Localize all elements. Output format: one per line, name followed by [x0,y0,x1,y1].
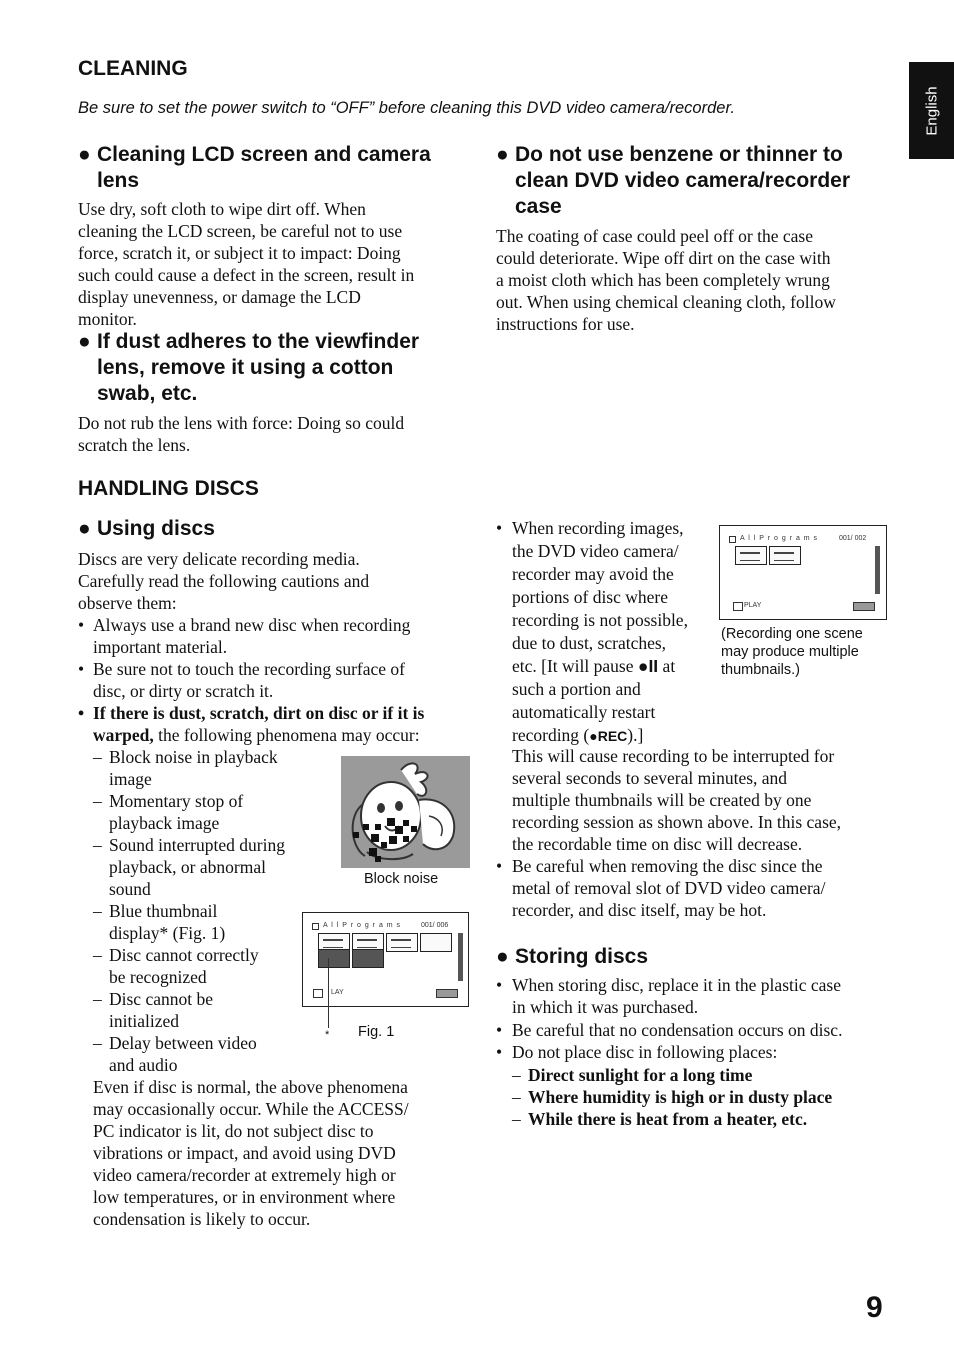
thumbnail [769,546,801,565]
ram-icon [853,602,875,611]
benzene-text: The coating of case could peel off or the case could deteriorate. Wipe off dirt on the case with a moist cloth which has been completely wrung out. When using chemical cleaning cloth, follow instructions for use. [496,226,836,334]
disc-icon [312,923,319,930]
recording-bullet-continued: This will cause recording to be interrupted for several seconds to several minutes, and multiple thumbnails will be created by one recording session as shown above. In this case, the recordable time on disc will decrease. • Be careful when removing the disc since the metal of removal slot of DVD video camera/ recorder, and disc itself, may be hot. [496,746,842,920]
benzene-heading: ● Do not use benzene or thinner to clean DVD video camera/recorder case [496,143,850,218]
ram-icon [436,989,458,998]
fig1-screen: A l l P r o g r a m s 001/ 006 LAY [302,912,469,1007]
bullet: • [78,615,85,635]
block-noise-image [341,756,470,868]
recording-bullet: • When recording images, the DVD video camera/ recorder may avoid the portions of disc where recording is not possible, due to dust, scratches, etc. [It will pause ●II at such a portion and automatically restart recording (●REC).] [496,518,688,745]
using-discs-heading: ● Using discs [78,517,215,540]
multiple-thumbnails-screen: A l l P r o g r a m s 001/ 002 PLAY [719,525,887,620]
language-tab [909,62,954,159]
viewfinder-text: Do not rub the lens with force: Doing so could scratch the lens. [78,413,405,455]
language-label: English [923,85,940,136]
disc-icon [729,536,736,543]
handling-title: HANDLING DISCS [78,477,259,500]
storing-discs-heading: ● Storing discs [496,945,649,968]
rec-icon: ●REC [589,728,628,744]
viewfinder-heading: ● If dust adheres to the viewfinder lens, remove it using a cotton swab, etc. [78,330,420,405]
block-noise-caption: Block noise [364,871,439,887]
fig1-asterisk: * [325,1029,330,1041]
cleaning-warning: Be sure to set the power switch to “OFF” before cleaning this DVD video camera/recorder. [78,99,735,117]
play-icon [313,989,323,998]
lcd-text: Use dry, soft cloth to wipe dirt off. When cleaning the LCD screen, be careful not to use force, scratch it, or subject it to impact: Doing such could cause a defect in the screen, result in display unevenness, or damage the LCD monitor. [78,199,415,329]
using-discs-body: Discs are very delicate recording media. Carefully read the following cautions and observe them: • Always use a brand new disc when recording important material. • Be sure not to touch the recording surface of disc, or dirty or scratch it. • If there is dust, scratch, dirt on disc or if it is warped, the following phenomena may occur: – Block noise in playback image – Momentary stop of playback image – Sound interrupted during playback, or abnormal sound – Blue thumbnail display* (Fig. 1) – Disc cannot correctly be recognized – Disc cannot be initialized – Delay between video and audio Even if disc is normal, the above phenomena may occasionally occur. While the ACCESS/ PC indicator is lit, do not subject disc to vibrations or impact, and avoid using DVD video camera/recorder at extremely high or low temperatures, or in environment where condensation is likely to occur. [78,549,425,1229]
thumbnail [386,933,418,952]
scrollbar [458,933,463,981]
blue-thumbnail [318,949,350,968]
cleaning-title: CLEANING [78,57,188,80]
thumbnail [735,546,767,565]
pause-icon: ●II [637,656,659,676]
blue-thumbnail [352,949,384,968]
scrollbar [875,546,880,594]
lcd-heading: ● Cleaning LCD screen and camera lens [78,143,431,192]
fig1-caption: Fig. 1 [358,1024,395,1040]
bullet: • [78,703,85,723]
bullet: • [78,659,85,679]
storing-discs-body: • When storing disc, replace it in the plastic case in which it was purchased. • Be careful that no condensation occurs on disc. • Do not place disc in following places: – Direct sunlight for a long time – Where humidity is high or in dusty place – While there is heat from a heater, etc. [496,975,843,1129]
thumbnail [420,933,452,952]
play-icon [733,602,743,611]
fig1-pointer-line [328,958,329,1028]
page-number: 9 [866,1291,883,1324]
